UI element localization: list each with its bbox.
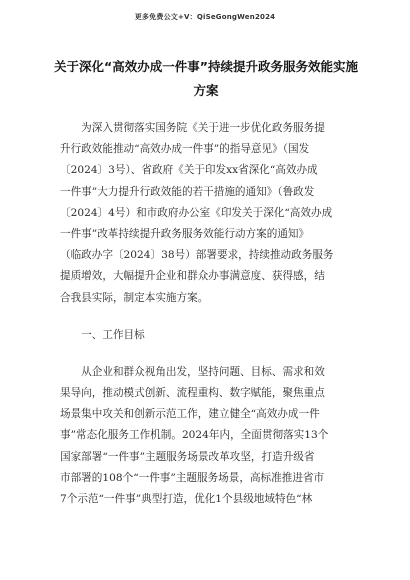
body-line: 一件事”大力提升行政效能的若干措施的通知》（鲁政发 [60, 185, 315, 198]
title-line: 关于深化“高效办成一件事”持续提升政务服务效能实施 [54, 59, 358, 74]
section-heading-goals: 一、工作目标 [60, 328, 145, 341]
title-line: 方案 [193, 83, 219, 98]
body-line: 合我县实际，制定本实施方案。 [60, 291, 209, 304]
paragraph-intro [60, 118, 355, 309]
body-line: 升行政效能推动“高效办成一件事”的指导意见》（国发 [60, 143, 310, 156]
header-watermark-note: 更多免费公文+V：QiSeGongWen2024 [134, 13, 276, 21]
body-line: 提质增效，大幅提升企业和群众办事满意度、获得感，结 [60, 270, 325, 283]
document-body [60, 118, 355, 510]
body-line: 从企业和群众视角出发，坚持问题、目标、需求和效 [60, 365, 325, 378]
body-line: 〔2024〕3号）、省政府《关于印发xx省深化“高效办成 [60, 164, 318, 177]
body-line: 果导向，推动模式创新、流程重构、数字赋能，聚焦重点 [60, 387, 325, 400]
body-line: 〔2024〕4号）和市政府办公室《印发关于深化“高效办成 [60, 206, 333, 219]
body-line: 事”常态化服务工作机制。2024年内，全面贯彻落实13个 [60, 429, 329, 442]
body-line: 一件事”改革持续提升政务服务效能行动方案的通知》 [60, 227, 310, 240]
body-line: 市部署的108个“一件事”主题服务场景，高标准推进省市 [60, 471, 325, 484]
document-title [48, 55, 364, 103]
body-line: 7个示范“一件事”典型打造，优化1个县级地域特色“林 [60, 493, 313, 505]
body-line: 场景集中攻关和创新示范工作，建立健全“高效办成一件 [60, 408, 320, 421]
body-line: 国家部署“一件事”主题服务场景改革攻坚，打造升级省 [60, 450, 315, 463]
body-line: （临政办字〔2024〕38号）部署要求，持续推动政务服务 [60, 249, 334, 262]
body-line: 为深入贯彻落实国务院《关于进一步优化政务服务提 [60, 122, 325, 134]
paragraph-goals [60, 362, 355, 510]
